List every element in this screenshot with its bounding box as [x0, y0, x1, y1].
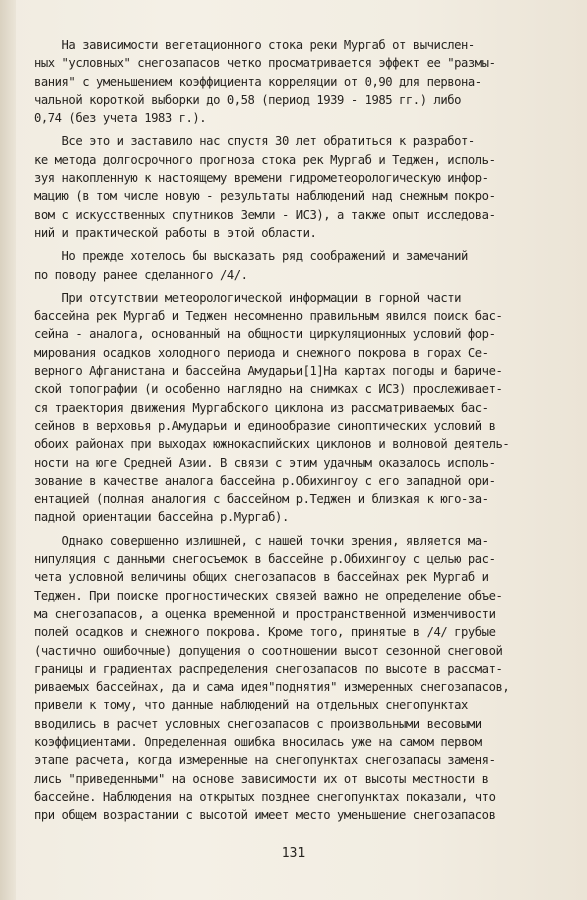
text-line: падной ориентации бассейна р.Мургаб). [34, 510, 289, 525]
body-text [34, 36, 534, 824]
text-line: сейна - аналога, основанный на общности циркуляционных условий фор- [34, 327, 496, 342]
paragraph-3 [34, 247, 534, 284]
text-line: Теджен. При поиске прогностических связей важно не определение объе- [34, 588, 503, 603]
text-line: по поводу ранее сделанного /4/. [34, 267, 248, 282]
text-line: вводились в расчет условных снегозапасов с произвольными весовыми [34, 716, 482, 731]
page-number: 131 [281, 846, 306, 861]
text-line: полей осадков и снежного покрова. Кроме того, принятые в /4/ грубые [34, 625, 496, 640]
text-line: При отсутствии метеорологической информации в горной части [34, 290, 462, 305]
text-line: ся траектория движения Мургабского циклона из рассматриваемых бас- [34, 400, 489, 415]
text-line: верного Афганистана и бассейна Амударьи[1]На картах погоды и бариче- [34, 364, 503, 379]
text-line: этапе расчета, когда измеренные на снегопунктах снегозапасы заменя- [34, 753, 496, 768]
text-line: вом с искусственных спутников Земли - ИСЗ), а также опыт исследова- [34, 207, 496, 222]
text-line: сейнов в верховья р.Амударьи и единообразие синоптических условий в [34, 418, 496, 433]
text-line: (частично ошибочные) допущения о соотношении высот сезонной снеговой [34, 643, 503, 658]
text-line: зование в качестве аналога бассейна р.Обихингоу с его западной ори- [34, 473, 496, 488]
text-line: ской топографии (и особенно наглядно на снимках с ИСЗ) прослеживает- [34, 382, 503, 397]
text-line: обоих районах при выходах южнокаспийских циклонов и волновой деятель- [34, 437, 510, 452]
text-line: привели к тому, что данные наблюдений на отдельных снегопунктах [34, 698, 468, 713]
text-line: ности на юге Средней Азии. В связи с этим удачным оказалось исполь- [34, 455, 496, 470]
text-line: коэффициентами. Определенная ошибка вносилась уже на самом первом [34, 734, 482, 749]
text-line: ке метода долгосрочного прогноза стока рек Мургаб и Теджен, исполь- [34, 152, 496, 167]
text-line: лись "приведенными" на основе зависимости их от высоты местности в [34, 771, 489, 786]
text-line: зуя накопленную к настоящему времени гидрометеорологическую инфор- [34, 171, 489, 186]
text-line: Но прежде хотелось бы высказать ряд соображений и замечаний [34, 249, 468, 264]
paragraph-5 [34, 532, 534, 825]
text-line: нипуляция с данными снегосъемок в бассейне р.Обихингоу с целью рас- [34, 552, 496, 567]
text-line: мацию (в том числе новую - результаты наблюдений над снежным покро- [34, 189, 496, 204]
text-line: бассейне. Наблюдения на открытых позднее снегопунктах показали, что [34, 789, 496, 804]
text-line: чальной короткой выборки до 0,58 (период 1939 - 1985 гг.) либо [34, 92, 462, 107]
paragraph-1 [34, 36, 534, 127]
text-line: мирования осадков холодного периода и снежного покрова в горах Се- [34, 345, 489, 360]
text-line: Все это и заставило нас спустя 30 лет обратиться к разработ- [34, 134, 475, 149]
text-line: чета условной величины общих снегозапасов в бассейнах рек Мургаб и [34, 570, 489, 585]
text-line: при общем возрастании с высотой имеет место уменьшение снегозапасов [34, 808, 496, 823]
paragraph-2 [34, 132, 534, 242]
text-line: ма снегозапасов, а оценка временной и пространственной изменчивости [34, 606, 496, 621]
text-line: Однако совершенно излишней, с нашей точки зрения, является ма- [34, 533, 489, 548]
text-line: На зависимости вегетационного стока реки Мургаб от вычислен- [34, 38, 475, 52]
paragraph-4 [34, 289, 534, 527]
binding-edge [0, 0, 16, 900]
text-line: 0,74 (без учета 1983 г.). [34, 111, 207, 126]
text-line: ных "условных" снегозапасов четко просматривается эффект ее "размы- [34, 56, 496, 71]
text-line: вания" с уменьшением коэффициента корреляции от 0,90 для первона- [34, 74, 482, 89]
text-line: границы и градиентах распределения снегозапасов по высоте в рассмат- [34, 661, 503, 676]
text-line: ентацией (полная аналогия с бассейном р.Теджен и близкая к юго-за- [34, 492, 489, 507]
text-line: риваемых бассейнах, да и сама идея"поднятия" измеренных снегозапасов, [34, 680, 510, 695]
text-line: ний и практической работы в этой области. [34, 225, 317, 240]
text-line: бассейна рек Мургаб и Теджен несомненно правильным явился поиск бас- [34, 309, 503, 324]
